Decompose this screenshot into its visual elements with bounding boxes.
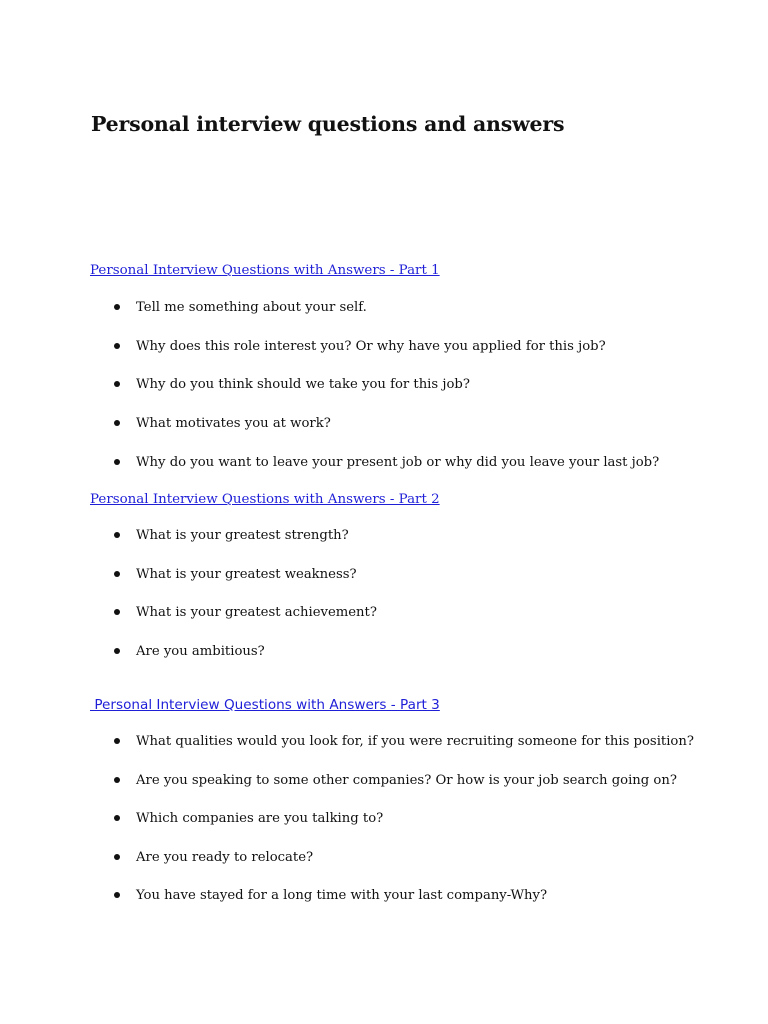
question-text: What motivates you at work? bbox=[136, 416, 331, 431]
list-item bbox=[114, 850, 313, 866]
part-3-link[interactable]: Personal Interview Questions with Answers - Part 3 bbox=[90, 697, 440, 713]
question-text: Which companies are you talking to? bbox=[136, 811, 384, 826]
question-text: Are you ready to relocate? bbox=[136, 850, 314, 865]
question-text: Why do you think should we take you for this job? bbox=[136, 377, 470, 392]
bullet-icon bbox=[114, 343, 120, 349]
question-text: Are you speaking to some other companies? Or how is your job search going on? bbox=[136, 773, 677, 788]
list-item bbox=[114, 811, 383, 827]
question-text: Why does this role interest you? Or why have you applied for this job? bbox=[136, 339, 606, 354]
list-item bbox=[114, 300, 367, 316]
bullet-icon bbox=[114, 459, 120, 465]
bullet-icon bbox=[114, 738, 120, 744]
bullet-icon bbox=[114, 532, 120, 538]
question-text: Are you ambitious? bbox=[136, 644, 265, 659]
question-text: You have stayed for a long time with your last company-Why? bbox=[136, 888, 548, 903]
part-1-link[interactable]: Personal Interview Questions with Answers - Part 1 bbox=[90, 263, 440, 278]
bullet-icon bbox=[114, 571, 120, 577]
question-text: Why do you want to leave your present job or why did you leave your last job? bbox=[136, 455, 660, 470]
bullet-icon bbox=[114, 854, 120, 860]
question-text: What qualities would you look for, if you were recruiting someone for this position? bbox=[136, 734, 694, 749]
list-item bbox=[114, 528, 349, 544]
bullet-icon bbox=[114, 777, 120, 783]
question-text: What is your greatest weakness? bbox=[136, 567, 357, 582]
bullet-icon bbox=[114, 609, 120, 615]
list-item bbox=[114, 455, 659, 471]
bullet-icon bbox=[114, 815, 120, 821]
list-item bbox=[114, 773, 677, 789]
question-text: Tell me something about your self. bbox=[136, 300, 367, 315]
bullet-icon bbox=[114, 648, 120, 654]
bullet-icon bbox=[114, 420, 120, 426]
list-item bbox=[114, 567, 357, 583]
bullet-icon bbox=[114, 381, 120, 387]
list-item bbox=[114, 416, 331, 432]
list-item bbox=[114, 339, 606, 355]
page-title: Personal interview questions and answers bbox=[91, 112, 565, 136]
bullet-icon bbox=[114, 304, 120, 310]
list-item bbox=[114, 734, 694, 750]
question-text: What is your greatest strength? bbox=[136, 528, 349, 543]
list-item bbox=[114, 644, 265, 660]
list-item bbox=[114, 605, 377, 621]
question-text: What is your greatest achievement? bbox=[136, 605, 377, 620]
list-item bbox=[114, 377, 470, 393]
bullet-icon bbox=[114, 892, 120, 898]
list-item bbox=[114, 888, 547, 904]
part-2-link[interactable]: Personal Interview Questions with Answers - Part 2 bbox=[90, 492, 440, 507]
